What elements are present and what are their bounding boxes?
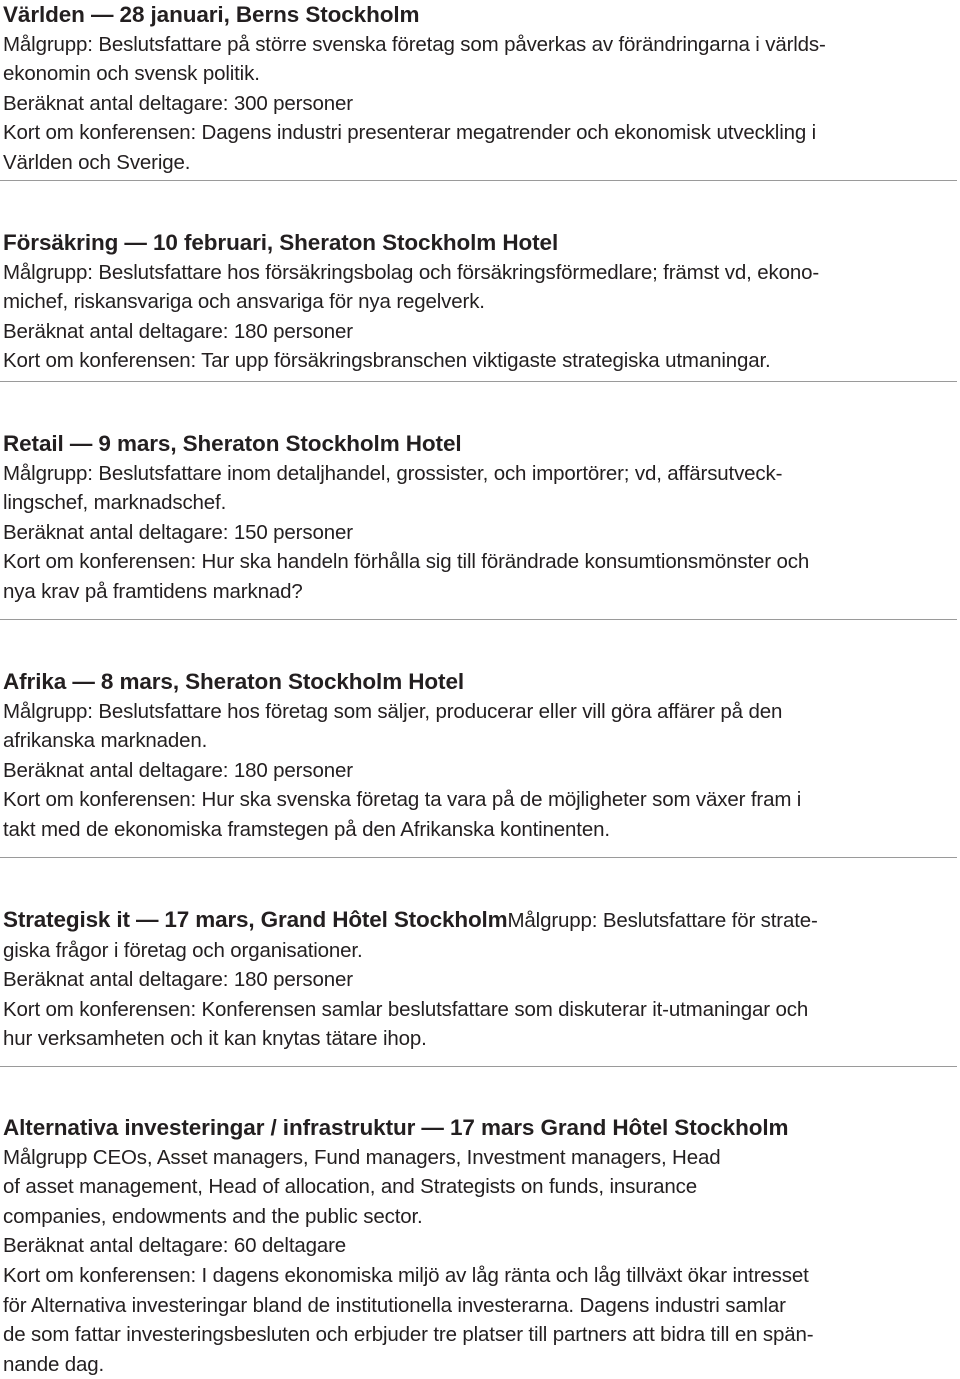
- conference-line: lingschef, marknadschef.: [3, 491, 227, 515]
- conference-title: Retail — 9 mars, Sheraton Stockholm Hotel: [3, 431, 462, 456]
- conference-line: Beräknat antal deltagare: 300 personer: [3, 91, 353, 115]
- conference-line: Beräknat antal deltagare: 180 personer: [3, 319, 353, 343]
- conference-line: Världen och Sverige.: [3, 150, 191, 174]
- conference-title-row: [3, 905, 957, 936]
- conference-title: Försäkring — 10 februari, Sheraton Stockholm Hotel: [3, 230, 559, 255]
- conference-line: Beräknat antal deltagare: 180 personer: [3, 968, 353, 992]
- divider: [0, 857, 957, 858]
- conference-line: Kort om konferensen: Tar upp försäkringsbranschen viktigaste strategiska utmaningar.: [3, 349, 771, 373]
- conference-line: för Alternativa investeringar bland de institutionella investerarna. Dagens industri samlar: [3, 1293, 786, 1317]
- conference-line: ekonomin och svensk politik.: [3, 62, 260, 86]
- conference-line: giska frågor i företag och organisationer.: [3, 938, 363, 962]
- conference-title: Världen — 28 januari, Berns Stockholm: [3, 2, 420, 27]
- conference-title: Afrika — 8 mars, Sheraton Stockholm Hotel: [3, 669, 465, 694]
- conference-line: Beräknat antal deltagare: 150 personer: [3, 520, 353, 544]
- conference-line: Kort om konferensen: Dagens industri presenterar megatrender och ekonomisk utveckling i: [3, 121, 817, 145]
- conference-line: takt med de ekonomiska framstegen på den Afrikanska kontinenten.: [3, 817, 610, 841]
- conference-line: Målgrupp: Beslutsfattare hos företag som säljer, producerar eller vill göra affärer på den: [3, 699, 783, 723]
- divider: [0, 180, 957, 181]
- conference-line: nande dag.: [3, 1352, 105, 1376]
- conference-retail: [3, 429, 957, 607]
- conference-line: Målgrupp: Beslutsfattare inom detaljhandel, grossister, och importörer; vd, affärsutveck-: [3, 461, 783, 485]
- divider: [0, 619, 957, 620]
- conference-line: de som fattar investeringsbesluten och erbjuder tre platser till partners att bidra till en spän-: [3, 1323, 814, 1347]
- conference-forsakring: [3, 228, 957, 376]
- conference-alternativa-investeringar: [3, 1113, 957, 1379]
- divider: [0, 381, 957, 382]
- conference-line: Kort om konferensen: Hur ska handeln förhålla sig till förändrade konsumtionsmönster och: [3, 550, 810, 574]
- conference-line: Kort om konferensen: Hur ska svenska företag ta vara på de möjligheter som växer fram i: [3, 788, 802, 812]
- conference-line: Kort om konferensen: Konferensen samlar beslutsfattare som diskuterar it-utmaningar och: [3, 997, 809, 1021]
- conference-title: Strategisk it — 17 mars, Grand Hôtel Stockholm: [3, 907, 508, 932]
- conference-line: Kort om konferensen: I dagens ekonomiska miljö av låg ränta och låg tillväxt ökar intresset: [3, 1263, 809, 1287]
- conference-line: of asset management, Head of allocation, and Strategists on funds, insurance: [3, 1175, 697, 1199]
- conference-line: Beräknat antal deltagare: 180 personer: [3, 758, 353, 782]
- conference-title: Alternativa investeringar / infrastruktur — 17 mars Grand Hôtel Stockholm: [3, 1115, 789, 1140]
- conference-afrika: [3, 667, 957, 845]
- conference-line: nya krav på framtidens marknad?: [3, 579, 303, 603]
- conference-line: afrikanska marknaden.: [3, 729, 208, 753]
- conference-line: michef, riskansvariga och ansvariga för nya regelverk.: [3, 290, 485, 314]
- conference-line: Målgrupp CEOs, Asset managers, Fund managers, Investment managers, Head: [3, 1145, 721, 1169]
- conference-line: Målgrupp: Beslutsfattare hos försäkringsbolag och försäkringsförmedlare; främst vd, ekono-: [3, 260, 819, 284]
- conference-line: Beräknat antal deltagare: 60 deltagare: [3, 1234, 347, 1258]
- conference-varlden: [3, 0, 957, 178]
- conference-strategisk-it: [3, 905, 957, 1054]
- conference-title-suffix: Målgrupp: Beslutsfattare för strate-: [507, 909, 818, 932]
- divider: [0, 1066, 957, 1067]
- conference-line: companies, endowments and the public sector.: [3, 1204, 423, 1228]
- conference-line: hur verksamheten och it kan knytas tätare ihop.: [3, 1027, 427, 1051]
- conference-line: Målgrupp: Beslutsfattare på större svenska företag som påverkas av förändringarna i världs-: [3, 32, 826, 56]
